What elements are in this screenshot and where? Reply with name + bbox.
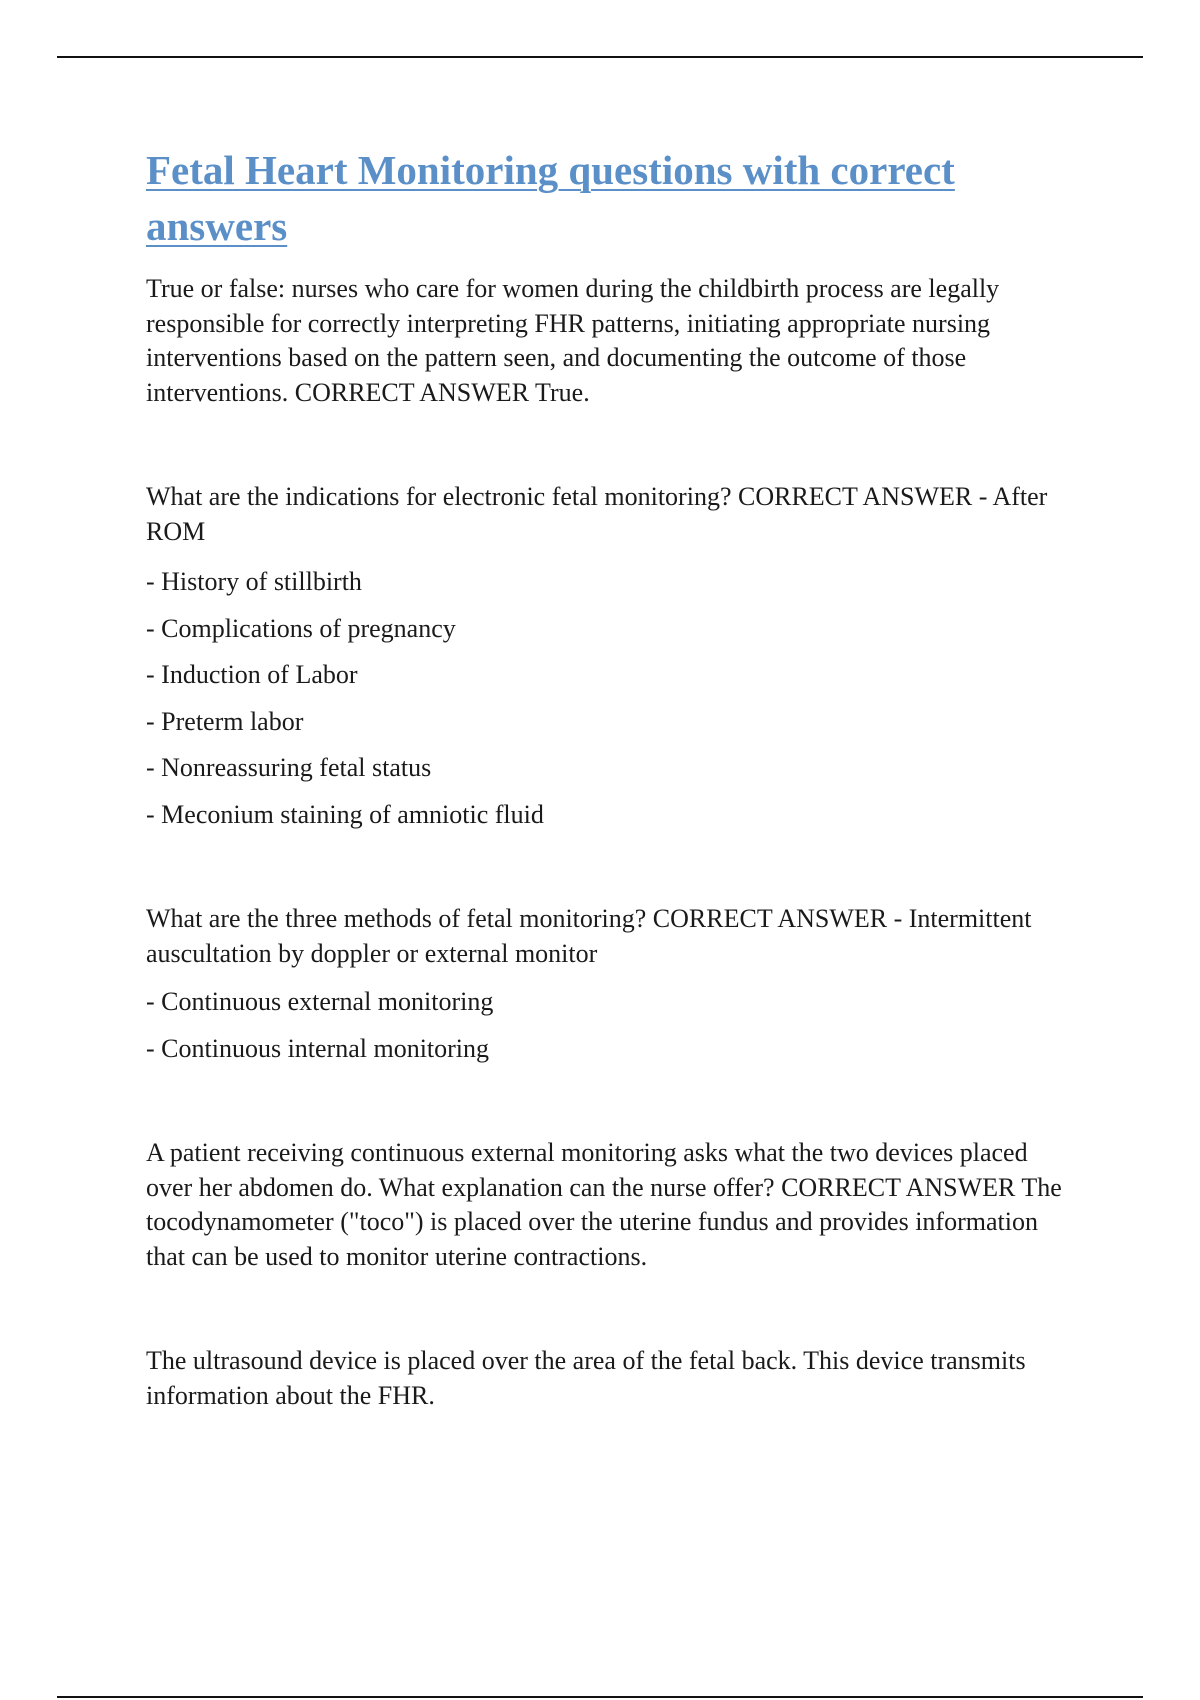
list-item: - Continuous external monitoring xyxy=(146,987,494,1016)
qa-paragraph-5: The ultrasound device is placed over the area of the fetal back. This device transmits information about the FHR. xyxy=(146,1346,1026,1410)
list-item: - Induction of Labor xyxy=(146,660,358,689)
document-body xyxy=(146,142,1076,1413)
list-item: - History of stillbirth xyxy=(146,567,362,596)
list-item: - Continuous internal monitoring xyxy=(146,1033,490,1063)
qa-paragraph-4: A patient receiving continuous external monitoring asks what the two devices placed over her abdomen do. What explanation can the nurse offer? CORRECT ANSWER The tocodynamometer ("toco") is placed over the uterine fundus and provides information that can be used to monitor uterine contractions. xyxy=(146,1138,1062,1271)
list-item: - Preterm labor xyxy=(146,706,304,736)
list-item: - Complications of pregnancy xyxy=(146,613,456,643)
header-rule xyxy=(57,56,1143,58)
qa-paragraph-3: What are the three methods of fetal monitoring? CORRECT ANSWER - Intermittent auscultation by doppler or external monitor xyxy=(146,904,1032,968)
document-title-link[interactable]: Fetal Heart Monitoring questions with correct answers xyxy=(146,147,955,249)
qa-paragraph-2: What are the indications for electronic fetal monitoring? CORRECT ANSWER - After ROM xyxy=(146,482,1048,546)
list-item: - Nonreassuring fetal status xyxy=(146,753,432,782)
qa-paragraph-1: True or false: nurses who care for women during the childbirth process are legally responsible for correctly interpreting FHR patterns, initiating appropriate nursing interventions based on the pattern seen, and documenting the outcome of those interventions. CORRECT ANSWER True. xyxy=(146,274,1000,407)
list-item: - Meconium staining of amniotic fluid xyxy=(146,799,544,829)
footer-rule xyxy=(57,1696,1143,1698)
